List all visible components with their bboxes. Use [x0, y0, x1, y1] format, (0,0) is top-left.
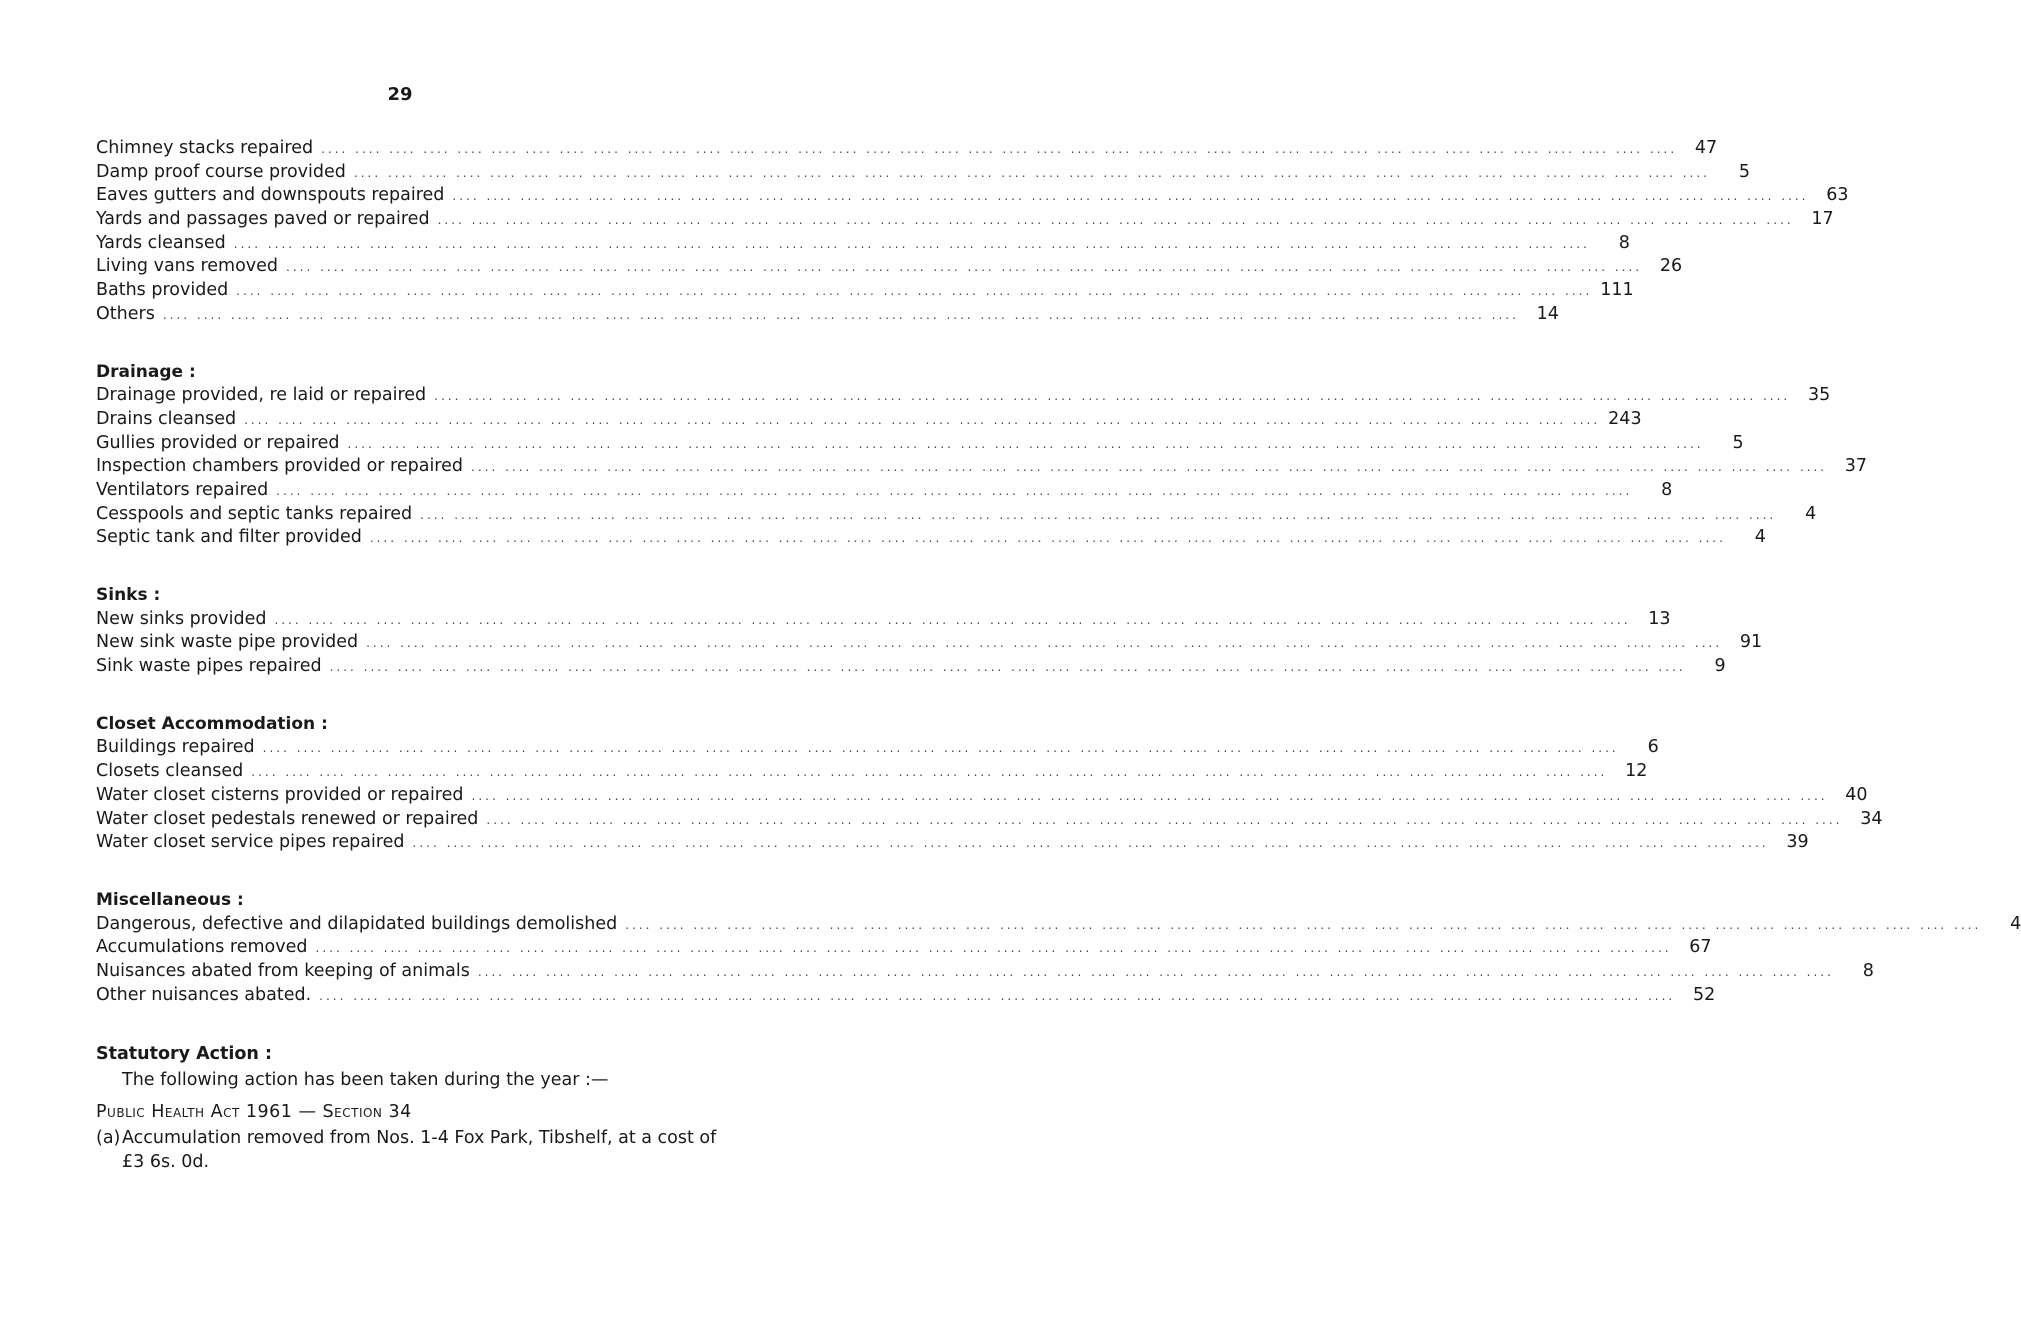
item-value: 14 [1536, 303, 1559, 324]
item-label: New sink waste pipe provided [96, 632, 359, 653]
item-label: Damp proof course provided [96, 161, 346, 182]
item-label: Water closet pedestals renewed or repaired [96, 808, 479, 829]
list-item [96, 913, 2021, 938]
item-label: Others [96, 303, 155, 324]
statutory-intro: The following action has been taken during the year :— [122, 1070, 609, 1091]
leader-dots: .... .... .... .... .... .... .... .... .... .... .... .... .... .... .... .... .... .... .... .... .... .... .... .... .... .... .... .... .... .... .... .... .... .... .... .... .... .... .... .... [276, 483, 1633, 498]
list-item [96, 232, 1630, 257]
list-item [96, 632, 1763, 656]
leader-dots: .... .... .... .... .... .... .... .... .... .... .... .... .... .... .... .... .... .... .... .... .... .... .... .... .... .... .... .... .... .... .... .... .... .... .... .... .... .... .... .... [162, 307, 1519, 322]
item-label: Accumulations removed [96, 937, 308, 958]
leader-dots: .... .... .... .... .... .... .... .... .... .... .... .... .... .... .... .... .... .... .... .... .... .... .... .... .... .... .... .... .... .... .... .... .... .... .... .... .... .... .... .... [420, 507, 1777, 522]
section-title: Statutory Action : [96, 1044, 272, 1065]
item-value: 63 [1826, 185, 1849, 206]
list-item [96, 209, 1834, 233]
item-label: Closets cleansed [96, 761, 244, 782]
item-value: 34 [1860, 808, 1883, 829]
item-value: 13 [1648, 608, 1671, 629]
item-label: Sink waste pipes repaired [96, 656, 322, 677]
leader-dots: .... .... .... .... .... .... .... .... .... .... .... .... .... .... .... .... .... .... .... .... .... .... .... .... .... .... .... .... .... .... .... .... .... .... .... .... .... .... .... .... [244, 412, 1601, 427]
leader-dots: .... .... .... .... .... .... .... .... .... .... .... .... .... .... .... .... .... .... .... .... .... .... .... .... .... .... .... .... .... .... .... .... .... .... .... .... .... .... .... .... [434, 389, 1791, 404]
drainage-items-list [96, 385, 1868, 551]
item-label: Cesspools and septic tanks repaired [96, 503, 413, 524]
section-title: Drainage : [96, 361, 196, 382]
leader-dots: .... .... .... .... .... .... .... .... .... .... .... .... .... .... .... .... .... .... .... .... .... .... .... .... .... .... .... .... .... .... .... .... .... .... .... .... .... .... .... .... [412, 836, 1769, 851]
leader-dots: .... .... .... .... .... .... .... .... .... .... .... .... .... .... .... .... .... .... .... .... .... .... .... .... .... .... .... .... .... .... .... .... .... .... .... .... .... .... .... .... [486, 812, 1843, 827]
list-item [96, 984, 1716, 1009]
list-item [96, 385, 1831, 409]
item-label: Water closet service pipes repaired [96, 832, 405, 853]
item-value: 40 [1845, 784, 1868, 805]
sinks-section [96, 585, 1763, 680]
leader-dots: .... .... .... .... .... .... .... .... .... .... .... .... .... .... .... .... .... .... .... .... .... .... .... .... .... .... .... .... .... .... .... .... .... .... .... .... .... .... .... .... [369, 531, 1726, 546]
list-item [96, 185, 1849, 209]
list-item [96, 503, 1817, 528]
leader-dots: .... .... .... .... .... .... .... .... .... .... .... .... .... .... .... .... .... .... .... .... .... .... .... .... .... .... .... .... .... .... .... .... .... .... .... .... .... .... .... .... [625, 917, 1982, 932]
leader-dots: .... .... .... .... .... .... .... .... .... .... .... .... .... .... .... .... .... .... .... .... .... .... .... .... .... .... .... .... .... .... .... .... .... .... .... .... .... .... .... .... [329, 660, 1686, 675]
closet-items-list [96, 737, 1883, 855]
drainage-section [96, 361, 1868, 552]
item-value: 6 [1647, 737, 1659, 758]
item-value: 8 [1661, 479, 1673, 500]
leader-dots: .... .... .... .... .... .... .... .... .... .... .... .... .... .... .... .... .... .... .... .... .... .... .... .... .... .... .... .... .... .... .... .... .... .... .... .... .... .... .... .... [471, 788, 1828, 803]
item-marker: (a) [96, 1128, 121, 1149]
list-item [96, 608, 1671, 633]
top-items-list [96, 138, 1849, 328]
list-item [96, 527, 1766, 551]
leader-dots: .... .... .... .... .... .... .... .... .... .... .... .... .... .... .... .... .... .... .... .... .... .... .... .... .... .... .... .... .... .... .... .... .... .... .... .... .... .... .... .... [437, 213, 1794, 228]
item-value: 26 [1659, 256, 1683, 277]
list-item [96, 256, 1683, 280]
item-label: Yards and passages paved or repaired [96, 209, 430, 230]
list-item [96, 456, 1868, 480]
section-title: Closet Accommodation : [96, 713, 328, 734]
leader-dots: .... .... .... .... .... .... .... .... .... .... .... .... .... .... .... .... .... .... .... .... .... .... .... .... .... .... .... .... .... .... .... .... .... .... .... .... .... .... .... .... [251, 765, 1608, 780]
leader-dots: .... .... .... .... .... .... .... .... .... .... .... .... .... .... .... .... .... .... .... .... .... .... .... .... .... .... .... .... .... .... .... .... .... .... .... .... .... .... .... .... [347, 436, 1704, 451]
item-label: Chimney stacks repaired [96, 138, 314, 158]
item-label: Nuisances abated from keeping of animals [96, 960, 470, 981]
leader-dots: .... .... .... .... .... .... .... .... .... .... .... .... .... .... .... .... .... .... .... .... .... .... .... .... .... .... .... .... .... .... .... .... .... .... .... .... .... .... .... .... [319, 988, 1676, 1003]
item-value: 52 [1692, 984, 1716, 1005]
misc-items-list [96, 913, 2021, 1009]
section-title: Miscellaneous : [96, 889, 244, 910]
item-label: Water closet cisterns provided or repaired [96, 784, 464, 805]
statutory-section [96, 1044, 739, 1174]
leader-dots: .... .... .... .... .... .... .... .... .... .... .... .... .... .... .... .... .... .... .... .... .... .... .... .... .... .... .... .... .... .... .... .... .... .... .... .... .... .... .... .... [262, 741, 1619, 756]
item-label: Inspection chambers provided or repaired [96, 456, 463, 477]
misc-section [96, 889, 2021, 1008]
report-content [96, 138, 2021, 1174]
list-item [96, 808, 1883, 833]
list-item [96, 784, 1868, 809]
leader-dots: .... .... .... .... .... .... .... .... .... .... .... .... .... .... .... .... .... .... .... .... .... .... .... .... .... .... .... .... .... .... .... .... .... .... .... .... .... .... .... .... [353, 165, 1710, 180]
item-value: 4 [1805, 503, 1817, 524]
list-item [96, 832, 1809, 856]
list-item [96, 280, 1634, 304]
list-item [96, 761, 1648, 785]
item-label: Buildings repaired [96, 737, 255, 758]
item-label: Yards cleansed [96, 232, 226, 253]
leader-dots: .... .... .... .... .... .... .... .... .... .... .... .... .... .... .... .... .... .... .... .... .... .... .... .... .... .... .... .... .... .... .... .... .... .... .... .... .... .... .... .... [315, 941, 1672, 956]
act-heading: Public Health Act 1961 — Section 34 [96, 1102, 412, 1123]
item-value: 39 [1786, 832, 1809, 853]
leader-dots: .... .... .... .... .... .... .... .... .... .... .... .... .... .... .... .... .... .... .... .... .... .... .... .... .... .... .... .... .... .... .... .... .... .... .... .... .... .... .... .... [452, 189, 1809, 204]
item-label: Other nuisances abated. [96, 984, 312, 1005]
item-label: Dangerous, defective and dilapidated buildings demolished [96, 913, 618, 934]
sinks-items-list [96, 608, 1763, 680]
list-item [96, 656, 1726, 680]
item-value: 35 [1807, 385, 1831, 406]
list-item [96, 937, 1712, 961]
item-value: 37 [1844, 456, 1868, 477]
closet-section [96, 713, 1883, 856]
leader-dots: .... .... .... .... .... .... .... .... .... .... .... .... .... .... .... .... .... .... .... .... .... .... .... .... .... .... .... .... .... .... .... .... .... .... .... .... .... .... .... .... [274, 612, 1631, 627]
item-label: Living vans removed [96, 256, 279, 277]
section-title: Sinks : [96, 585, 161, 605]
item-value: 5 [1738, 161, 1750, 182]
list-item [96, 408, 1642, 433]
item-value: 47 [1694, 138, 1718, 158]
leader-dots: .... .... .... .... .... .... .... .... .... .... .... .... .... .... .... .... .... .... .... .... .... .... .... .... .... .... .... .... .... .... .... .... .... .... .... .... .... .... .... .... [321, 142, 1678, 156]
item-label: Ventilators repaired [96, 479, 269, 500]
item-text: Accumulation removed from Nos. 1-4 Fox Park, Tibshelf, at a cost of £3 6s. 0d. [122, 1128, 717, 1173]
leader-dots: .... .... .... .... .... .... .... .... .... .... .... .... .... .... .... .... .... .... .... .... .... .... .... .... .... .... .... .... .... .... .... .... .... .... .... .... .... .... .... .... [233, 236, 1590, 251]
list-item [96, 432, 1744, 457]
list-item [96, 479, 1673, 504]
list-item [96, 960, 1874, 985]
item-label: Baths provided [96, 280, 229, 301]
leader-dots: .... .... .... .... .... .... .... .... .... .... .... .... .... .... .... .... .... .... .... .... .... .... .... .... .... .... .... .... .... .... .... .... .... .... .... .... .... .... .... .... [286, 260, 1643, 275]
item-label: Drainage provided, re laid or repaired [96, 385, 427, 406]
list-item [96, 303, 1559, 328]
item-label: Gullies provided or repaired [96, 432, 340, 453]
item-value: 8 [1862, 960, 1874, 981]
item-label: Drains cleansed [96, 408, 237, 429]
leader-dots: .... .... .... .... .... .... .... .... .... .... .... .... .... .... .... .... .... .... .... .... .... .... .... .... .... .... .... .... .... .... .... .... .... .... .... .... .... .... .... .... [366, 636, 1723, 651]
list-item [96, 161, 1750, 186]
list-item [96, 737, 1659, 761]
list-item [96, 138, 1718, 162]
item-value: 8 [1618, 232, 1630, 253]
leader-dots: .... .... .... .... .... .... .... .... .... .... .... .... .... .... .... .... .... .... .... .... .... .... .... .... .... .... .... .... .... .... .... .... .... .... .... .... .... .... .... .... [471, 460, 1828, 475]
item-value: 17 [1811, 209, 1834, 230]
item-label: New sinks provided [96, 608, 267, 629]
item-value: 91 [1739, 632, 1763, 653]
item-value: 67 [1689, 937, 1712, 958]
item-value: 4 [2010, 913, 2021, 934]
item-value: 12 [1625, 761, 1648, 782]
page-number: 29 [387, 84, 413, 105]
item-value: 9 [1714, 656, 1726, 677]
item-label: Eaves gutters and downspouts repaired [96, 185, 445, 206]
statutory-item [96, 1126, 739, 1174]
item-label: Septic tank and filter provided [96, 527, 362, 548]
item-value: 111 [1600, 280, 1634, 301]
item-value: 4 [1754, 527, 1766, 548]
item-value: 243 [1608, 408, 1642, 429]
leader-dots: .... .... .... .... .... .... .... .... .... .... .... .... .... .... .... .... .... .... .... .... .... .... .... .... .... .... .... .... .... .... .... .... .... .... .... .... .... .... .... .... [477, 964, 1834, 979]
leader-dots: .... .... .... .... .... .... .... .... .... .... .... .... .... .... .... .... .... .... .... .... .... .... .... .... .... .... .... .... .... .... .... .... .... .... .... .... .... .... .... .... [236, 284, 1593, 299]
item-value: 5 [1732, 432, 1744, 453]
